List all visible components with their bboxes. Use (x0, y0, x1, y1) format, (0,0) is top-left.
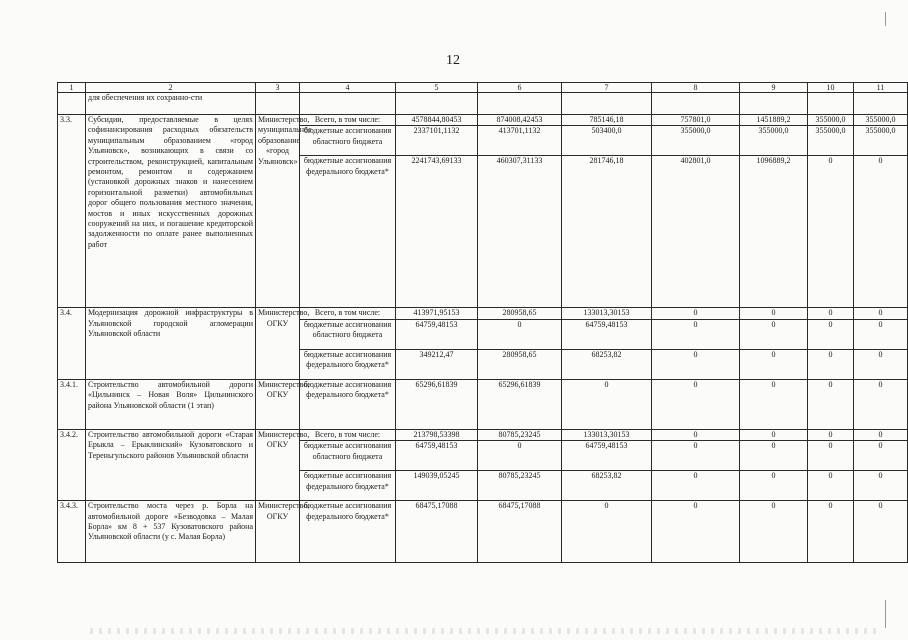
amount-cell: 1096889,2 (740, 156, 808, 308)
funding-source: бюджетные ассигнования областного бюджета (300, 126, 396, 156)
page-number: 12 (446, 53, 460, 68)
amount-cell: 0 (808, 441, 854, 471)
amount-cell: 213798,53398 (396, 429, 478, 440)
row-name: для обеспечения их сохранно-сти (86, 93, 256, 115)
amount-cell: 0 (652, 349, 740, 379)
amount-cell: 0 (854, 471, 908, 501)
header-row (58, 83, 908, 93)
scan-edge-mark (885, 12, 886, 26)
amount-cell: 503400,0 (562, 126, 652, 156)
amount-cell: 0 (478, 441, 562, 471)
amount-cell: 0 (854, 441, 908, 471)
amount-cell: 355000,0 (652, 126, 740, 156)
amount-cell: 0 (854, 501, 908, 563)
funding-source: бюджетные ассигнования федерального бюджета* (300, 379, 396, 429)
row-executor: Министерство, ОГКУ (256, 308, 300, 379)
amount-cell: 349212,47 (396, 349, 478, 379)
amount-cell: 2241743,69133 (396, 156, 478, 308)
amount-cell: 460307,31133 (478, 156, 562, 308)
amount-cell: 0 (740, 308, 808, 319)
amount-cell: 0 (808, 429, 854, 440)
amount-cell: 0 (652, 501, 740, 563)
amount-cell: 0 (652, 471, 740, 501)
budget-table (57, 82, 908, 563)
amount-cell: 133013,30153 (562, 308, 652, 319)
header-cell: 3 (256, 83, 300, 93)
amount-cell: 0 (808, 308, 854, 319)
amount-cell: 0 (740, 379, 808, 429)
row-executor: Министерство, ОГКУ (256, 429, 300, 500)
amount-cell: 280958,65 (478, 308, 562, 319)
amount-cell: 0 (652, 429, 740, 440)
amount-cell: 133013,30153 (562, 429, 652, 440)
amount-cell: 413701,1132 (478, 126, 562, 156)
amount-cell: 64759,48153 (562, 319, 652, 349)
header-cell: 10 (808, 83, 854, 93)
header-cell: 2 (86, 83, 256, 93)
funding-source: бюджетные ассигнования федерального бюджета* (300, 349, 396, 379)
amount-cell: 0 (562, 501, 652, 563)
funding-source: Всего, в том числе: (300, 308, 396, 319)
table-row (58, 429, 908, 440)
amount-cell: 0 (808, 379, 854, 429)
amount-cell: 0 (854, 308, 908, 319)
funding-source: Всего, в том числе: (300, 115, 396, 126)
amount-cell: 68475,17088 (396, 501, 478, 563)
row-name: Строительство автомобильной дороги «Цильнинск – Новая Воля» Цильнинского района Ульяновской области (1 этап) (86, 379, 256, 429)
amount-cell: 0 (652, 308, 740, 319)
amount-cell: 413971,95153 (396, 308, 478, 319)
amount-cell: 874008,42453 (478, 115, 562, 126)
row-name: Строительство автомобильной дороги «Старая Ерыкла – Ерыклинский» Кузоватовского и Тереньгульского районов Ульяновской области (86, 429, 256, 500)
amount-cell: 355000,0 (808, 126, 854, 156)
amount-cell: 280958,65 (478, 349, 562, 379)
amount-cell: 0 (854, 379, 908, 429)
amount-cell: 64759,48153 (396, 441, 478, 471)
header-cell: 5 (396, 83, 478, 93)
row-executor: Министерство, муниципальное образование «город Ульяновск» (256, 115, 300, 308)
funding-source: бюджетные ассигнования областного бюджета (300, 441, 396, 471)
header-cell: 7 (562, 83, 652, 93)
amount-cell: 68253,82 (562, 349, 652, 379)
amount-cell: 4578844,80453 (396, 115, 478, 126)
funding-source: бюджетные ассигнования областного бюджета (300, 319, 396, 349)
header-cell: 1 (58, 83, 86, 93)
amount-cell: 0 (808, 349, 854, 379)
row-number (58, 93, 86, 115)
table-row (58, 115, 908, 126)
amount-cell: 0 (740, 349, 808, 379)
amount-cell: 80785,23245 (478, 471, 562, 501)
amount-cell: 0 (652, 441, 740, 471)
row-executor: Министерство, ОГКУ (256, 379, 300, 429)
funding-source: Всего, в том числе: (300, 429, 396, 440)
funding-source: бюджетные ассигнования федерального бюджета* (300, 501, 396, 563)
amount-cell: 0 (740, 501, 808, 563)
amount-cell: 0 (854, 429, 908, 440)
scan-edge-mark (885, 600, 886, 628)
row-name: Модернизация дорожной инфраструктуры в Ульяновской городской агломерации Ульяновской области (86, 308, 256, 379)
amount-cell: 0 (652, 379, 740, 429)
row-number: 3.4.3. (58, 501, 86, 563)
amount-cell: 80785,23245 (478, 429, 562, 440)
row-executor: Министерство, ОГКУ (256, 501, 300, 563)
amount-cell: 0 (562, 379, 652, 429)
header-cell: 8 (652, 83, 740, 93)
amount-cell: 64759,48153 (396, 319, 478, 349)
amount-cell: 0 (808, 156, 854, 308)
funding-source: бюджетные ассигнования федерального бюджета* (300, 471, 396, 501)
amount-cell: 355000,0 (854, 115, 908, 126)
amount-cell: 68253,82 (562, 471, 652, 501)
row-number: 3.4.2. (58, 429, 86, 500)
amount-cell: 757801,0 (652, 115, 740, 126)
amount-cell: 65296,61839 (396, 379, 478, 429)
row-number: 3.4. (58, 308, 86, 379)
amount-cell: 0 (854, 349, 908, 379)
amount-cell: 65296,61839 (478, 379, 562, 429)
amount-cell: 0 (854, 319, 908, 349)
amount-cell: 0 (808, 501, 854, 563)
header-cell: 9 (740, 83, 808, 93)
amount-cell: 402801,0 (652, 156, 740, 308)
amount-cell: 0 (808, 319, 854, 349)
amount-cell: 0 (652, 319, 740, 349)
funding-source: бюджетные ассигнования федерального бюджета* (300, 156, 396, 308)
table-row (58, 501, 908, 563)
amount-cell: 64759,48153 (562, 441, 652, 471)
row-number: 3.3. (58, 115, 86, 308)
table-row (58, 308, 908, 319)
scan-noise (90, 628, 880, 634)
amount-cell: 0 (740, 319, 808, 349)
amount-cell: 0 (854, 156, 908, 308)
amount-cell: 68475,17088 (478, 501, 562, 563)
header-cell: 4 (300, 83, 396, 93)
amount-cell: 785146,18 (562, 115, 652, 126)
row-name: Строительство моста через р. Борла на автомобильной дороге «Безводовка – Малая Борла» км 8 + 537 Кузоватовского района Ульяновской области (у с. Малая Борла) (86, 501, 256, 563)
amount-cell: 2337101,1132 (396, 126, 478, 156)
table-row (58, 379, 908, 429)
amount-cell: 355000,0 (854, 126, 908, 156)
amount-cell: 0 (740, 471, 808, 501)
amount-cell: 149039,05245 (396, 471, 478, 501)
amount-cell: 1451889,2 (740, 115, 808, 126)
amount-cell: 0 (740, 429, 808, 440)
continuation-row (58, 93, 908, 115)
row-name: Субсидии, предоставляемые в целях софинансирования расходных обязательств муниципальным образованием «город Ульяновск», возникающих в связи со строительством, реконструкцией, капитальным ремонтом, ремонтом и содержанием (установкой дорожных знаков и нанесением горизонтальной разметки) автомобильных дорог общего пользования местного значения, мостов и иных искусственных дорожных сооружений на них, и погашение кредиторской задолженности по оплате ранее выполненных работ (86, 115, 256, 308)
amount-cell: 0 (740, 441, 808, 471)
amount-cell: 281746,18 (562, 156, 652, 308)
header-cell: 6 (478, 83, 562, 93)
amount-cell: 355000,0 (808, 115, 854, 126)
header-cell: 11 (854, 83, 908, 93)
amount-cell: 0 (478, 319, 562, 349)
amount-cell: 0 (808, 471, 854, 501)
row-number: 3.4.1. (58, 379, 86, 429)
amount-cell: 355000,0 (740, 126, 808, 156)
